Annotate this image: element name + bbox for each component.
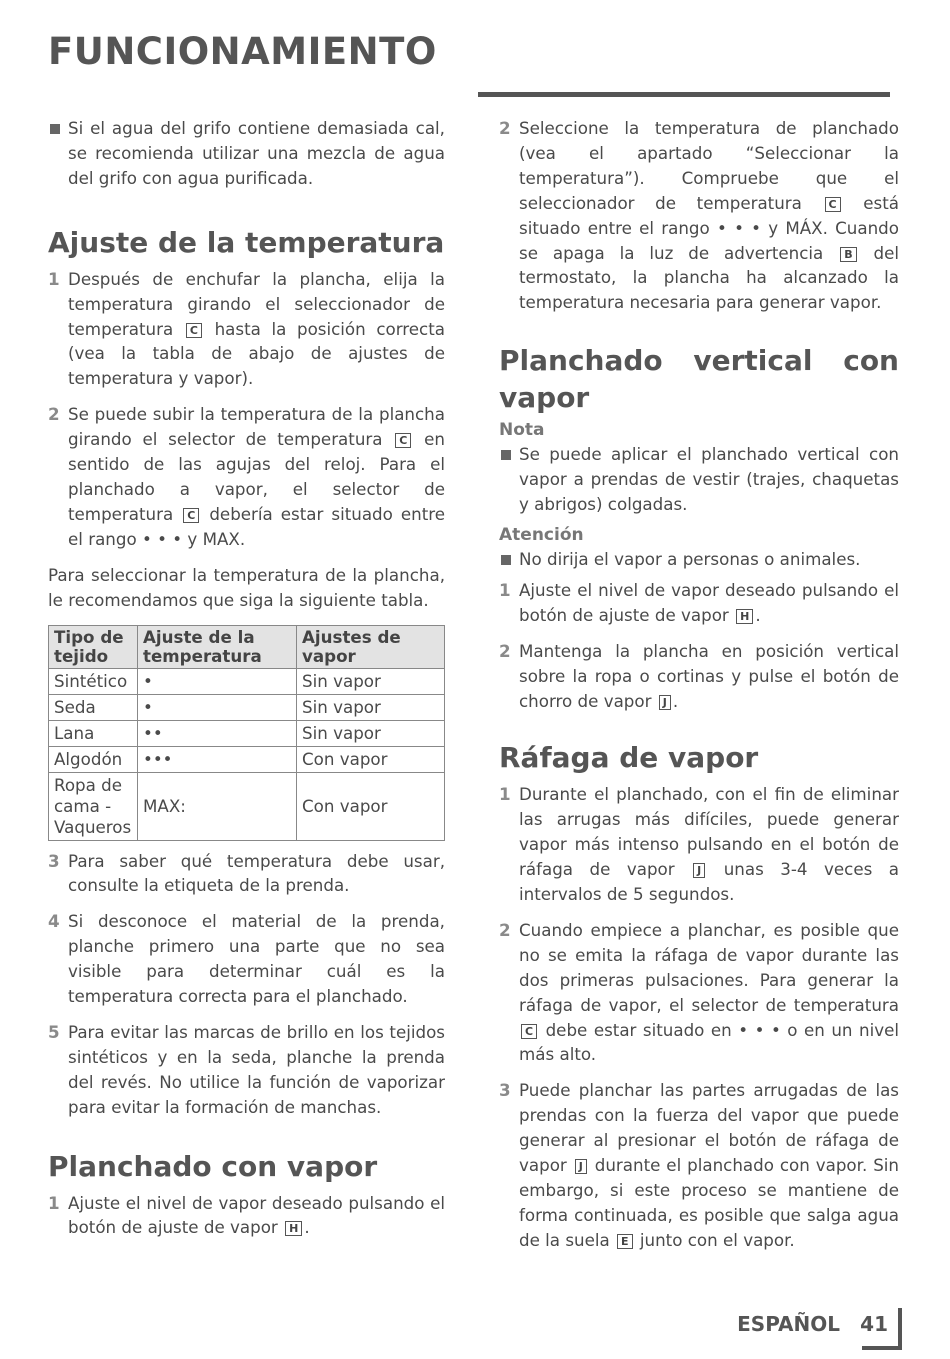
temp-step-3: 3 Para saber qué temperatura debe usar, consulte la etiqueta de la prenda. [48,850,445,896]
step-number: 2 [48,404,60,425]
table-row [49,720,445,746]
key-label: E [617,1234,633,1249]
footer-language: ESPAÑOL [737,1312,840,1336]
key-label: J [693,863,705,878]
temperature-table [48,625,445,841]
table-header: Ajustes de vapor [297,625,445,668]
table-row [49,746,445,772]
footer-rule-horizontal [862,1346,902,1350]
table-row [49,772,445,840]
vertical-steam-heading: Planchado vertical con [499,344,899,378]
step-number: 1 [48,268,60,289]
table-cell: Seda [49,694,138,720]
table-intro: Para seleccionar la temperatura de la plancha, le recomendamos que siga la siguiente tabla. [48,564,445,610]
vertical-step-2: 2 Mantenga la plancha en posición vertical sobre la ropa o cortinas y pulse el botón de chorro de vapor J . [499,640,899,711]
steam-step-2: 2 Seleccione la temperatura de planchado (vea el apartado “Seleccionar la temperatura”). Compruebe que el seleccionador de temperatura C está situado entre el rango • • • y MÁX. Cuando se apaga la luz de advertencia B del termostato, la plancha ha alcanzado la temperatura necesaria para generar vapor. [499,118,899,313]
vertical-step-1: 1 Ajuste el nivel de vapor deseado pulsando el botón de ajuste de vapor H . [499,579,899,625]
step-number: 1 [48,1192,60,1213]
burst-step-3: 3 Puede planchar las partes arrugadas de las prendas con la fuerza del vapor que puede generar al presionar el botón de ráfaga de vapor J durante el planchado con vapor. Sin embargo, si este proceso se mantiene de forma continuada, es posible que salga agua de la suela E junto con el vapor. [499,1080,900,1250]
table-row [49,694,445,720]
vertical-steam-heading-line2: vapor [499,381,590,415]
steam-step-1: 1 Ajuste el nivel de vapor deseado pulsando el botón de ajuste de vapor H . [48,1192,445,1238]
key-label: C [395,433,411,448]
left-column [48,116,445,1251]
step-number: 4 [48,911,60,932]
table-cell: Sin vapor [297,694,445,720]
note-label: Nota [499,420,545,441]
key-label: B [840,247,856,262]
table-cell: Algodón [49,746,138,772]
page-number: 41 [860,1312,888,1336]
table-cell: • [138,694,297,720]
step-number: 3 [48,850,60,871]
page-header [48,28,890,78]
step-number: 3 [499,1080,511,1101]
table-cell: MAX: [138,772,297,840]
burst-step-1: 1 Durante el planchado, con el fin de eliminar las arrugas más difíciles, puede generar vapor más intenso pulsando en el botón de ráfaga de vapor J unas 3-4 veces a intervalos de 5 segundos. [499,784,899,905]
key-label: C [521,1024,537,1039]
step-number: 5 [48,1021,60,1042]
water-note: Si el agua del grifo contiene demasiada cal, se recomienda utilizar una mezcla de agua del grifo con agua purificada. [48,116,445,191]
key-label: H [285,1221,302,1236]
table-cell: Sin vapor [297,668,445,694]
key-label: J [659,695,671,710]
burst-step-2: 2 Cuando empiece a planchar, es posible que no se emita la ráfaga de vapor durante las dos primeras pulsaciones. Para generar la ráfaga de vapor, el selector de temperatura C debe estar situado en • • • o en un nivel más alto. [499,919,899,1065]
temp-step-2: 2 Se puede subir la temperatura de la plancha girando el selector de temperatura C en sentido de las agujas del reloj. Para el planchado a vapor, el selector de temperatura C debería estar situado entre el rango • • • y MAX. [48,404,445,549]
step-number: 2 [499,640,511,661]
table-cell: Con vapor [297,772,445,840]
step-number: 2 [499,919,511,940]
footer-rule-vertical [898,1308,902,1350]
key-label: C [183,508,199,523]
step-number: 2 [499,118,511,138]
key-label: H [736,609,753,624]
temp-step-4: 4 Si desconoce el material de la prenda, planche primero una parte que no sea visible para determinar cuál es la temperatura correcta para el planchado. [48,911,445,1007]
attention-label: Atención [499,524,584,545]
table-header: Tipo de tejido [49,625,138,668]
table-cell: •• [138,720,297,746]
table-cell: • [138,668,297,694]
key-label: C [186,323,202,338]
table-header-row [49,625,445,668]
right-column [499,116,899,1264]
table-cell: Sin vapor [297,720,445,746]
page-title: FUNCIONAMIENTO [48,30,437,73]
table-header: Ajuste de la temperatura [138,625,297,668]
temp-step-5: 5 Para evitar las marcas de brillo en los tejidos sintéticos y en la seda, planche la prenda del revés. No utilice la función de vaporizar para evitar la formación de manchas. [48,1021,445,1117]
table-cell: Lana [49,720,138,746]
step-number: 1 [499,579,511,600]
steam-burst-heading: Ráfaga de vapor [499,741,759,775]
table-cell: Ropa de cama - Vaqueros [49,772,138,840]
note-text: Se puede aplicar el planchado vertical con vapor a prendas de vestir (trajes, chaquetas y abrigos) colgadas. [499,442,899,517]
table-cell: Sintético [49,668,138,694]
attention-text: No dirija el vapor a personas o animales. [499,547,899,572]
temperature-heading: Ajuste de la temperatura [48,225,445,259]
table-cell: Con vapor [297,746,445,772]
table-cell: ••• [138,746,297,772]
temp-step-1: 1 Después de enchufar la plancha, elija la temperatura girando el seleccionador de temperatura C hasta la posición correcta (vea la tabla de abajo de ajustes de temperatura y vapor). [48,268,445,389]
steam-ironing-heading: Planchado con vapor [48,1149,378,1183]
table-row [49,668,445,694]
header-rule [478,92,890,97]
key-label: J [575,1159,587,1174]
step-number: 1 [499,784,511,805]
key-label: C [825,197,841,212]
